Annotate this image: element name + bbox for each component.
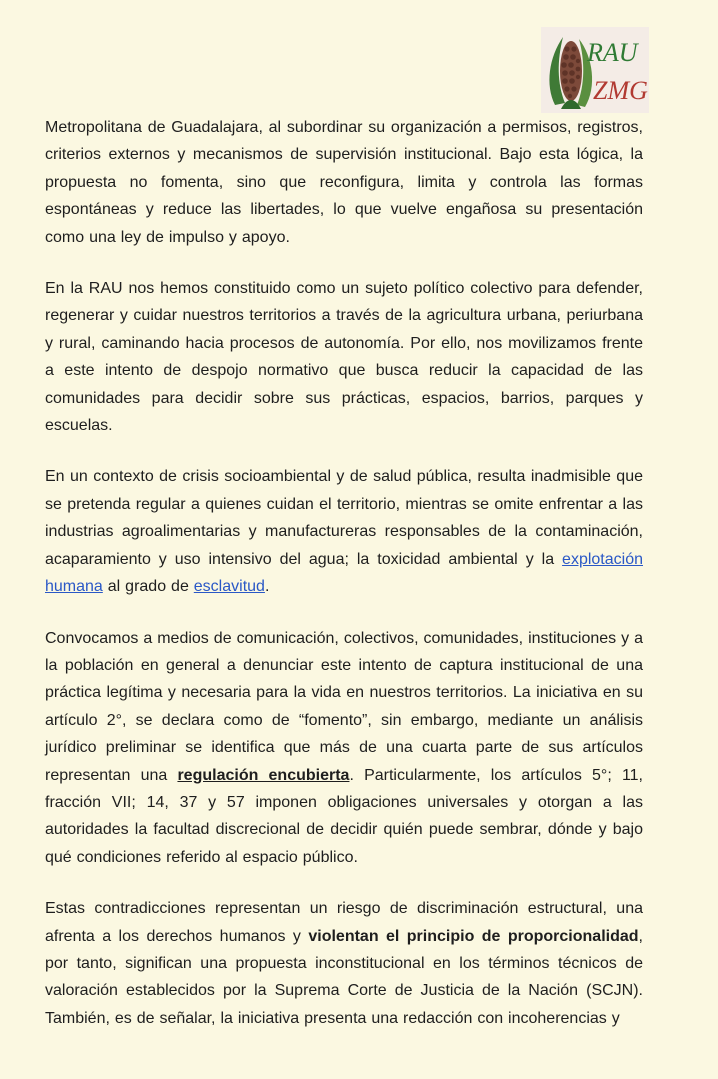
paragraph-5-text-b: , por tanto, significan una propuesta inconstitucional en los términos técnicos de valoración establecidos por la Suprema Corte de Justicia de la Nación (SCJN). También, es de señalar, la iniciativa presenta una redacción con incoherencias y <box>45 927 643 1027</box>
paragraph-3 <box>45 463 643 600</box>
paragraph-4-text-b: . Particularmente, los artículos 5°; 11, fracción VII; 14, 37 y 57 imponen obligaciones universales y otorgan a las autoridades la facultad discrecional de decidir quién puede sembrar, dónde y bajo qué condiciones referido al espacio público. <box>45 766 643 866</box>
proporcionalidad-emphasis: violentan el principio de proporcionalidad <box>308 927 639 945</box>
paragraph-3-text-c: . <box>264 578 270 596</box>
paragraph-2: En la RAU nos hemos constituido como un sujeto político colectivo para defender, regenerar y cuidar nuestros territorios a través de la agricultura urbana, periurbana y rural, caminando hacia procesos de autonomía. Por ello, nos movilizamos frente a este intento de despojo normativo que busca reducir la capacidad de las comunidades para decidir sobre sus prácticas, espacios, barrios, parques y escuelas. <box>45 280 643 435</box>
paragraph-5-text-a: Estas contradicciones representan un riesgo de discriminación estructural, una afrenta a los derechos humanos y <box>45 900 643 945</box>
paragraph-1: Metropolitana de Guadalajara, al subordinar su organización a permisos, registros, criterios externos y mecanismos de supervisión institucional. Bajo esta lógica, la propuesta no fomenta, sino que reconfigura, limita y controla las formas espontáneas y reduce las libertades, lo que vuelve engañosa su presentación como una ley de impulso y apoyo. <box>45 119 643 246</box>
logo-text-rau: RAU <box>587 38 638 67</box>
regulacion-encubierta-link[interactable]: regulación encubierta <box>177 766 350 784</box>
logo-text-zmg: ZMG <box>593 76 648 105</box>
document-body <box>45 114 643 1032</box>
paragraph-3-text-b: al grado de <box>102 578 194 596</box>
esclavitud-link[interactable]: esclavitud <box>193 578 265 596</box>
paragraph-4 <box>45 625 643 872</box>
explotacion-humana-link[interactable]: explotación humana <box>45 550 643 596</box>
paragraph-5 <box>45 895 643 1032</box>
rau-zmg-logo <box>541 27 649 113</box>
corn-logo-icon <box>541 27 649 113</box>
paragraph-3-text-a: En un contexto de crisis socioambiental y de salud pública, resulta inadmisible que se pretenda regular a quienes cuidan el territorio, mientras se omite enfrentar a las industrias agroalimentarias y manufactureras responsables de la contaminación, acaparamiento y uso intensivo del agua; la toxicidad ambiental y la <box>45 468 643 568</box>
paragraph-4-text-a: Convocamos a medios de comunicación, colectivos, comunidades, instituciones y a la población en general a denunciar este intento de captura institucional de una práctica legítima y necesaria para la vida en nuestros territorios. La iniciativa en su artículo 2°, se declara como de “fomento”, sin embargo, mediante un análisis jurídico preliminar se identifica que más de una cuarta parte de sus artículos representan una <box>45 629 643 784</box>
